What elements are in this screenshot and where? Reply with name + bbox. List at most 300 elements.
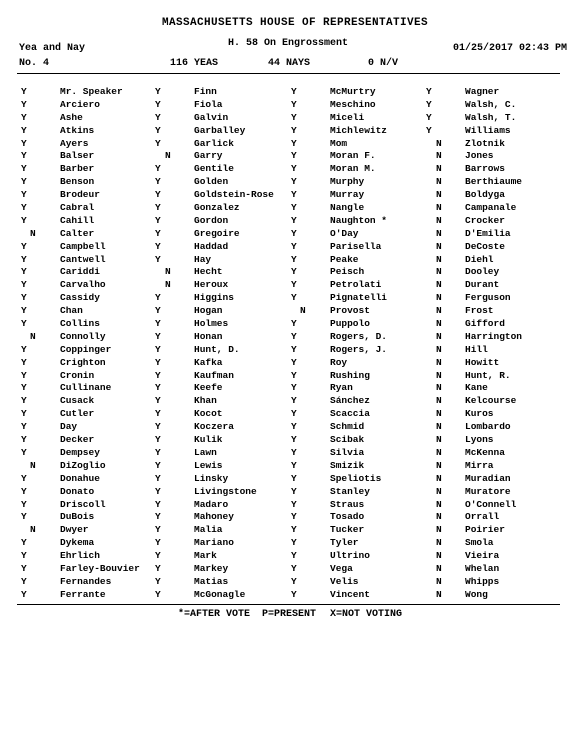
table-row: [0, 241, 576, 254]
vote-mark: Y: [21, 189, 27, 201]
vote-mark: Y: [155, 292, 161, 304]
vote-mark: Y: [155, 305, 161, 317]
vote-mark: Y: [155, 343, 161, 355]
vote-mark: Y: [21, 253, 27, 265]
vote-mark: Y: [291, 214, 297, 226]
vote-mark: Y: [291, 369, 297, 381]
legend-not-voting: X=NOT VOTING: [330, 609, 403, 620]
member-name: Harrington: [465, 330, 523, 342]
member-name: Kuros: [465, 408, 494, 420]
table-row: [0, 421, 576, 434]
member-name: Lyons: [465, 434, 494, 446]
member-name: Scaccia: [330, 408, 370, 420]
member-name: Mariano: [194, 537, 234, 549]
vote-mark: Y: [155, 163, 161, 175]
vote-mark: Y: [291, 537, 297, 549]
member-name: Moran F.: [330, 150, 376, 162]
vote-mark: Y: [155, 111, 161, 123]
member-name: Whipps: [465, 575, 500, 587]
member-name: Smola: [465, 537, 494, 549]
member-name: Cronin: [60, 369, 95, 381]
vote-mark: Y: [21, 421, 27, 433]
vote-mark: Y: [21, 575, 27, 587]
vote-mark: Y: [21, 292, 27, 304]
vote-mark: Y: [291, 446, 297, 458]
table-row: [0, 112, 576, 125]
vote-mark: Y: [155, 382, 161, 394]
member-name: Rushing: [330, 369, 370, 381]
table-row: [0, 86, 576, 99]
member-name: Murphy: [330, 176, 365, 188]
member-name: Wong: [465, 588, 488, 600]
vote-mark: N: [436, 150, 442, 162]
table-row: [0, 408, 576, 421]
member-name: Miceli: [330, 111, 365, 123]
vote-mark: Y: [291, 498, 297, 510]
vote-mark: Y: [291, 330, 297, 342]
header-divider: [17, 73, 560, 74]
vote-mark: Y: [21, 214, 27, 226]
member-name: Livingstone: [194, 485, 257, 497]
nays-count: 44 NAYS: [268, 58, 311, 69]
vote-mark: Y: [291, 434, 297, 446]
member-name: Cabral: [60, 202, 95, 214]
member-name: Durant: [465, 279, 500, 291]
vote-mark: N: [436, 408, 442, 420]
table-row: [0, 344, 576, 357]
vote-mark: Y: [21, 408, 27, 420]
vote-mark: Y: [21, 163, 27, 175]
table-row: [0, 473, 576, 486]
member-name: Kelcourse: [465, 395, 517, 407]
footer-divider: [17, 604, 560, 605]
vote-mark: N: [436, 253, 442, 265]
member-name: Silvia: [330, 446, 365, 458]
member-name: Ryan: [330, 382, 353, 394]
vote-mark: Y: [291, 408, 297, 420]
member-name: Walsh, T.: [465, 111, 517, 123]
member-name: Michlewitz: [330, 124, 388, 136]
member-name: Malia: [194, 524, 223, 536]
member-name: Cusack: [60, 395, 95, 407]
member-name: Garlick: [194, 137, 234, 149]
member-name: Heroux: [194, 279, 229, 291]
vote-mark: Y: [291, 575, 297, 587]
vote-mark: N: [436, 485, 442, 497]
member-name: Hunt, R.: [465, 369, 511, 381]
table-row: [0, 305, 576, 318]
member-name: Gentile: [194, 163, 234, 175]
vote-mark: N: [436, 421, 442, 433]
vote-mark: Y: [155, 318, 161, 330]
vote-mark: N: [300, 305, 306, 317]
table-row: [0, 563, 576, 576]
member-name: Garry: [194, 150, 223, 162]
vote-mark: N: [436, 227, 442, 239]
member-name: Lawn: [194, 446, 217, 458]
vote-mark: Y: [21, 356, 27, 368]
vote-mark: Y: [21, 537, 27, 549]
member-name: Cahill: [60, 214, 95, 226]
vote-mark: Y: [155, 356, 161, 368]
member-name: Rogers, D.: [330, 330, 388, 342]
member-name: Kafka: [194, 356, 223, 368]
vote-mark: N: [436, 575, 442, 587]
vote-mark: Y: [21, 369, 27, 381]
vote-mark: Y: [291, 163, 297, 175]
member-name: Petrolati: [330, 279, 382, 291]
vote-mark: N: [436, 137, 442, 149]
table-row: [0, 318, 576, 331]
bill-title: H. 58 On Engrossment: [228, 38, 349, 49]
member-name: Keefe: [194, 382, 223, 394]
vote-mark: Y: [291, 150, 297, 162]
vote-mark: Y: [21, 266, 27, 278]
vote-mark: N: [436, 240, 442, 252]
member-name: Honan: [194, 330, 223, 342]
member-name: Williams: [465, 124, 511, 136]
member-name: Mr. Speaker: [60, 86, 123, 97]
table-row: [0, 215, 576, 228]
vote-mark: Y: [21, 176, 27, 188]
vote-mark: N: [30, 459, 36, 471]
member-name: O'Day: [330, 227, 359, 239]
vote-mark: N: [30, 330, 36, 342]
member-name: Donato: [60, 485, 95, 497]
member-name: Barrows: [465, 163, 505, 175]
member-name: D'Emilia: [465, 227, 511, 239]
member-name: Farley-Bouvier: [60, 562, 140, 574]
vote-mark: Y: [291, 137, 297, 149]
member-name: Madaro: [194, 498, 229, 510]
member-name: DiZoglio: [60, 459, 106, 471]
member-name: Ashe: [60, 111, 83, 123]
member-name: Finn: [194, 86, 217, 97]
vote-mark: Y: [155, 562, 161, 574]
member-name: Campbell: [60, 240, 106, 252]
member-name: Diehl: [465, 253, 494, 265]
table-row: [0, 202, 576, 215]
vote-mark: Y: [21, 434, 27, 446]
vote-mark: Y: [426, 98, 432, 110]
vote-mark: Y: [291, 485, 297, 497]
vote-mark: Y: [291, 253, 297, 265]
member-name: Scibak: [330, 434, 365, 446]
member-name: Sánchez: [330, 395, 370, 407]
member-name: Gregoire: [194, 227, 240, 239]
vote-mark: Y: [155, 588, 161, 600]
table-row: [0, 447, 576, 460]
vote-mark: N: [436, 369, 442, 381]
member-name: Connolly: [60, 330, 106, 342]
member-name: Vega: [330, 562, 353, 574]
vote-mark: Y: [155, 214, 161, 226]
vote-mark: Y: [155, 189, 161, 201]
member-name: Hogan: [194, 305, 223, 317]
vote-mark: Y: [291, 524, 297, 536]
not-voting-count: 0 N/V: [368, 58, 399, 69]
member-name: Calter: [60, 227, 95, 239]
member-name: Howitt: [465, 356, 500, 368]
member-name: Berthiaume: [465, 176, 523, 188]
member-name: Goldstein-Rose: [194, 189, 274, 201]
vote-mark: N: [436, 266, 442, 278]
vote-mark: Y: [291, 382, 297, 394]
member-name: Dempsey: [60, 446, 100, 458]
vote-mark: N: [436, 434, 442, 446]
vote-mark: N: [165, 279, 171, 291]
table-row: [0, 486, 576, 499]
member-name: Nangle: [330, 202, 365, 214]
member-name: Atkins: [60, 124, 95, 136]
member-name: Wagner: [465, 86, 500, 97]
member-name: Gonzalez: [194, 202, 240, 214]
vote-mark: Y: [21, 550, 27, 562]
table-row: [0, 589, 576, 602]
member-name: Frost: [465, 305, 494, 317]
vote-mark: Y: [21, 318, 27, 330]
member-name: Muradian: [465, 472, 511, 484]
table-row: [0, 150, 576, 163]
member-name: Day: [60, 421, 78, 433]
member-name: Hecht: [194, 266, 223, 278]
vote-mark: Y: [155, 240, 161, 252]
vote-mark: Y: [155, 176, 161, 188]
vote-mark: Y: [291, 227, 297, 239]
vote-mark: N: [436, 279, 442, 291]
member-name: Ferrante: [60, 588, 106, 600]
vote-mark: Y: [21, 562, 27, 574]
member-name: Walsh, C.: [465, 98, 517, 110]
vote-mark: Y: [21, 98, 27, 110]
vote-mark: Y: [291, 279, 297, 291]
member-name: Boldyga: [465, 189, 505, 201]
vote-mark: N: [436, 189, 442, 201]
vote-mark: Y: [155, 524, 161, 536]
member-name: Campanale: [465, 202, 517, 214]
member-name: Tyler: [330, 537, 359, 549]
member-name: Velis: [330, 575, 359, 587]
vote-mark: Y: [155, 86, 161, 97]
table-row: [0, 357, 576, 370]
vote-mark: Y: [426, 124, 432, 136]
table-row: [0, 99, 576, 112]
member-name: Jones: [465, 150, 494, 162]
member-name: Dooley: [465, 266, 500, 278]
vote-mark: Y: [155, 137, 161, 149]
vote-mark: N: [436, 446, 442, 458]
page-title: MASSACHUSETTS HOUSE OF REPRESENTATIVES: [162, 17, 429, 29]
vote-mark: Y: [155, 421, 161, 433]
vote-mark: Y: [155, 202, 161, 214]
member-name: Speliotis: [330, 472, 382, 484]
member-name: Balser: [60, 150, 95, 162]
vote-mark: Y: [291, 292, 297, 304]
member-name: Provost: [330, 305, 370, 317]
vote-mark: Y: [291, 176, 297, 188]
vote-mark: Y: [155, 395, 161, 407]
member-name: Lombardo: [465, 421, 511, 433]
vote-mark: N: [436, 588, 442, 600]
table-row: [0, 331, 576, 344]
member-name: Ehrlich: [60, 550, 100, 562]
member-name: Crocker: [465, 214, 505, 226]
member-name: Moran M.: [330, 163, 376, 175]
member-name: Cullinane: [60, 382, 112, 394]
vote-mark: Y: [291, 343, 297, 355]
member-name: Benson: [60, 176, 95, 188]
member-name: Zlotnik: [465, 137, 505, 149]
table-row: [0, 163, 576, 176]
member-name: Smizik: [330, 459, 365, 471]
member-name: Peake: [330, 253, 359, 265]
table-row: [0, 228, 576, 241]
vote-mark: Y: [21, 395, 27, 407]
vote-mark: Y: [155, 485, 161, 497]
member-name: Vieira: [465, 550, 500, 562]
table-row: [0, 266, 576, 279]
table-row: [0, 138, 576, 151]
vote-mark: Y: [291, 562, 297, 574]
table-row: [0, 524, 576, 537]
vote-mark: N: [436, 511, 442, 523]
member-name: Higgins: [194, 292, 234, 304]
member-name: Peisch: [330, 266, 365, 278]
member-name: Markey: [194, 562, 229, 574]
vote-mark: Y: [155, 227, 161, 239]
vote-mark: Y: [291, 588, 297, 600]
vote-mark: Y: [21, 86, 27, 97]
member-name: Fernandes: [60, 575, 112, 587]
member-name: Hunt, D.: [194, 343, 240, 355]
vote-mark: N: [436, 330, 442, 342]
member-name: Matias: [194, 575, 229, 587]
member-name: McMurtry: [330, 86, 376, 97]
member-name: Rogers, J.: [330, 343, 388, 355]
vote-mark: N: [436, 562, 442, 574]
table-row: [0, 499, 576, 512]
member-name: Dwyer: [60, 524, 89, 536]
member-name: Dykema: [60, 537, 95, 549]
vote-mark: Y: [291, 266, 297, 278]
roll-call-label: Yea and Nay: [19, 43, 86, 54]
member-name: DeCoste: [465, 240, 505, 252]
table-row: [0, 395, 576, 408]
vote-mark: Y: [291, 86, 297, 97]
table-row: [0, 460, 576, 473]
vote-mark: Y: [21, 588, 27, 600]
member-name: O'Connell: [465, 498, 517, 510]
vote-mark: Y: [155, 498, 161, 510]
table-row: [0, 537, 576, 550]
vote-mark: Y: [155, 575, 161, 587]
member-name: Muratore: [465, 485, 511, 497]
table-row: [0, 254, 576, 267]
member-name: Vincent: [330, 588, 370, 600]
vote-mark: Y: [21, 240, 27, 252]
member-name: Straus: [330, 498, 365, 510]
vote-mark: Y: [291, 550, 297, 562]
member-name: DuBois: [60, 511, 95, 523]
vote-mark: N: [30, 227, 36, 239]
vote-mark: Y: [291, 98, 297, 110]
roll-call-number: No. 4: [19, 58, 50, 69]
table-row: [0, 370, 576, 383]
vote-mark: Y: [21, 150, 27, 162]
vote-mark: Y: [291, 511, 297, 523]
vote-mark: Y: [155, 446, 161, 458]
vote-mark: N: [436, 395, 442, 407]
table-row: [0, 176, 576, 189]
vote-mark: N: [436, 459, 442, 471]
vote-mark: Y: [291, 202, 297, 214]
vote-mark: Y: [291, 472, 297, 484]
member-name: Ultrino: [330, 550, 370, 562]
vote-mark: N: [436, 356, 442, 368]
member-name: Galvin: [194, 111, 229, 123]
member-name: Driscoll: [60, 498, 106, 510]
vote-mark: Y: [21, 485, 27, 497]
table-row: [0, 511, 576, 524]
vote-mark: Y: [291, 459, 297, 471]
member-name: Decker: [60, 434, 95, 446]
vote-mark: Y: [21, 343, 27, 355]
vote-mark: N: [436, 498, 442, 510]
member-name: McGonagle: [194, 588, 246, 600]
vote-mark: N: [436, 550, 442, 562]
yeas-count: 116 YEAS: [170, 58, 219, 69]
vote-mark: Y: [21, 446, 27, 458]
member-name: Carvalho: [60, 279, 106, 291]
table-row: [0, 125, 576, 138]
member-name: Kane: [465, 382, 488, 394]
member-name: McKenna: [465, 446, 505, 458]
vote-mark: Y: [21, 124, 27, 136]
vote-mark: Y: [155, 369, 161, 381]
vote-mark: Y: [21, 472, 27, 484]
table-row: [0, 382, 576, 395]
vote-mark: Y: [155, 98, 161, 110]
member-name: Collins: [60, 318, 100, 330]
vote-mark: N: [436, 292, 442, 304]
vote-mark: Y: [291, 189, 297, 201]
member-name: Khan: [194, 395, 217, 407]
vote-mark: N: [436, 318, 442, 330]
member-name: Murray: [330, 189, 365, 201]
member-name: Ferguson: [465, 292, 511, 304]
member-name: Schmid: [330, 421, 365, 433]
member-name: Donahue: [60, 472, 100, 484]
vote-mark: Y: [426, 86, 432, 97]
vote-table: [0, 86, 576, 602]
vote-mark: N: [436, 343, 442, 355]
member-name: Gordon: [194, 214, 229, 226]
vote-mark: Y: [155, 124, 161, 136]
member-name: Ayers: [60, 137, 89, 149]
member-name: Linsky: [194, 472, 229, 484]
vote-mark: Y: [155, 537, 161, 549]
table-row: [0, 550, 576, 563]
member-name: Parisella: [330, 240, 382, 252]
vote-mark: Y: [155, 434, 161, 446]
member-name: Coppinger: [60, 343, 112, 355]
member-name: Hay: [194, 253, 212, 265]
vote-mark: Y: [155, 253, 161, 265]
vote-mark: Y: [291, 240, 297, 252]
member-name: Cariddi: [60, 266, 100, 278]
vote-mark: N: [165, 266, 171, 278]
vote-mark: N: [436, 472, 442, 484]
